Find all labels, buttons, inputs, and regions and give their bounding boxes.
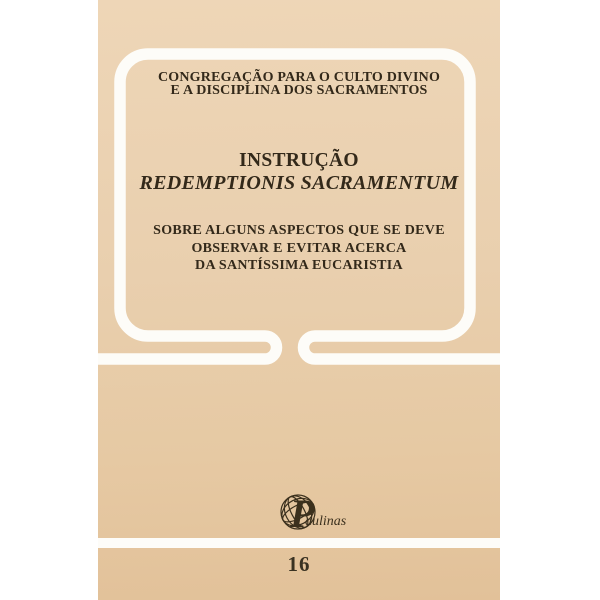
subtitle-line-2: OBSERVAR E EVITAR ACERCA — [191, 240, 407, 256]
series-number: 16 — [287, 552, 311, 576]
congregation-line-2: E A DISCIPLINA DOS SACRAMENTOS — [170, 83, 428, 98]
title-block — [98, 150, 500, 194]
book-cover — [98, 0, 500, 600]
subtitle-block — [98, 222, 500, 275]
document-title: REDEMPTIONIS SACRAMENTUM — [139, 172, 459, 194]
publisher-name: aulinas — [305, 514, 347, 529]
congregation-line-1: CONGREGAÇÃO PARA O CULTO DIVINO — [157, 70, 441, 85]
frame-border — [98, 54, 500, 359]
subtitle-line-3: DA SANTÍSSIMA EUCARISTIA — [195, 258, 403, 273]
paulinas-logo — [275, 489, 347, 536]
congregation-header — [98, 71, 500, 97]
publisher-initial: P — [290, 491, 315, 536]
document-kind: INSTRUÇÃO — [239, 150, 359, 171]
subtitle-line-1: SOBRE ALGUNS ASPECTOS QUE SE DEVE — [153, 223, 445, 238]
